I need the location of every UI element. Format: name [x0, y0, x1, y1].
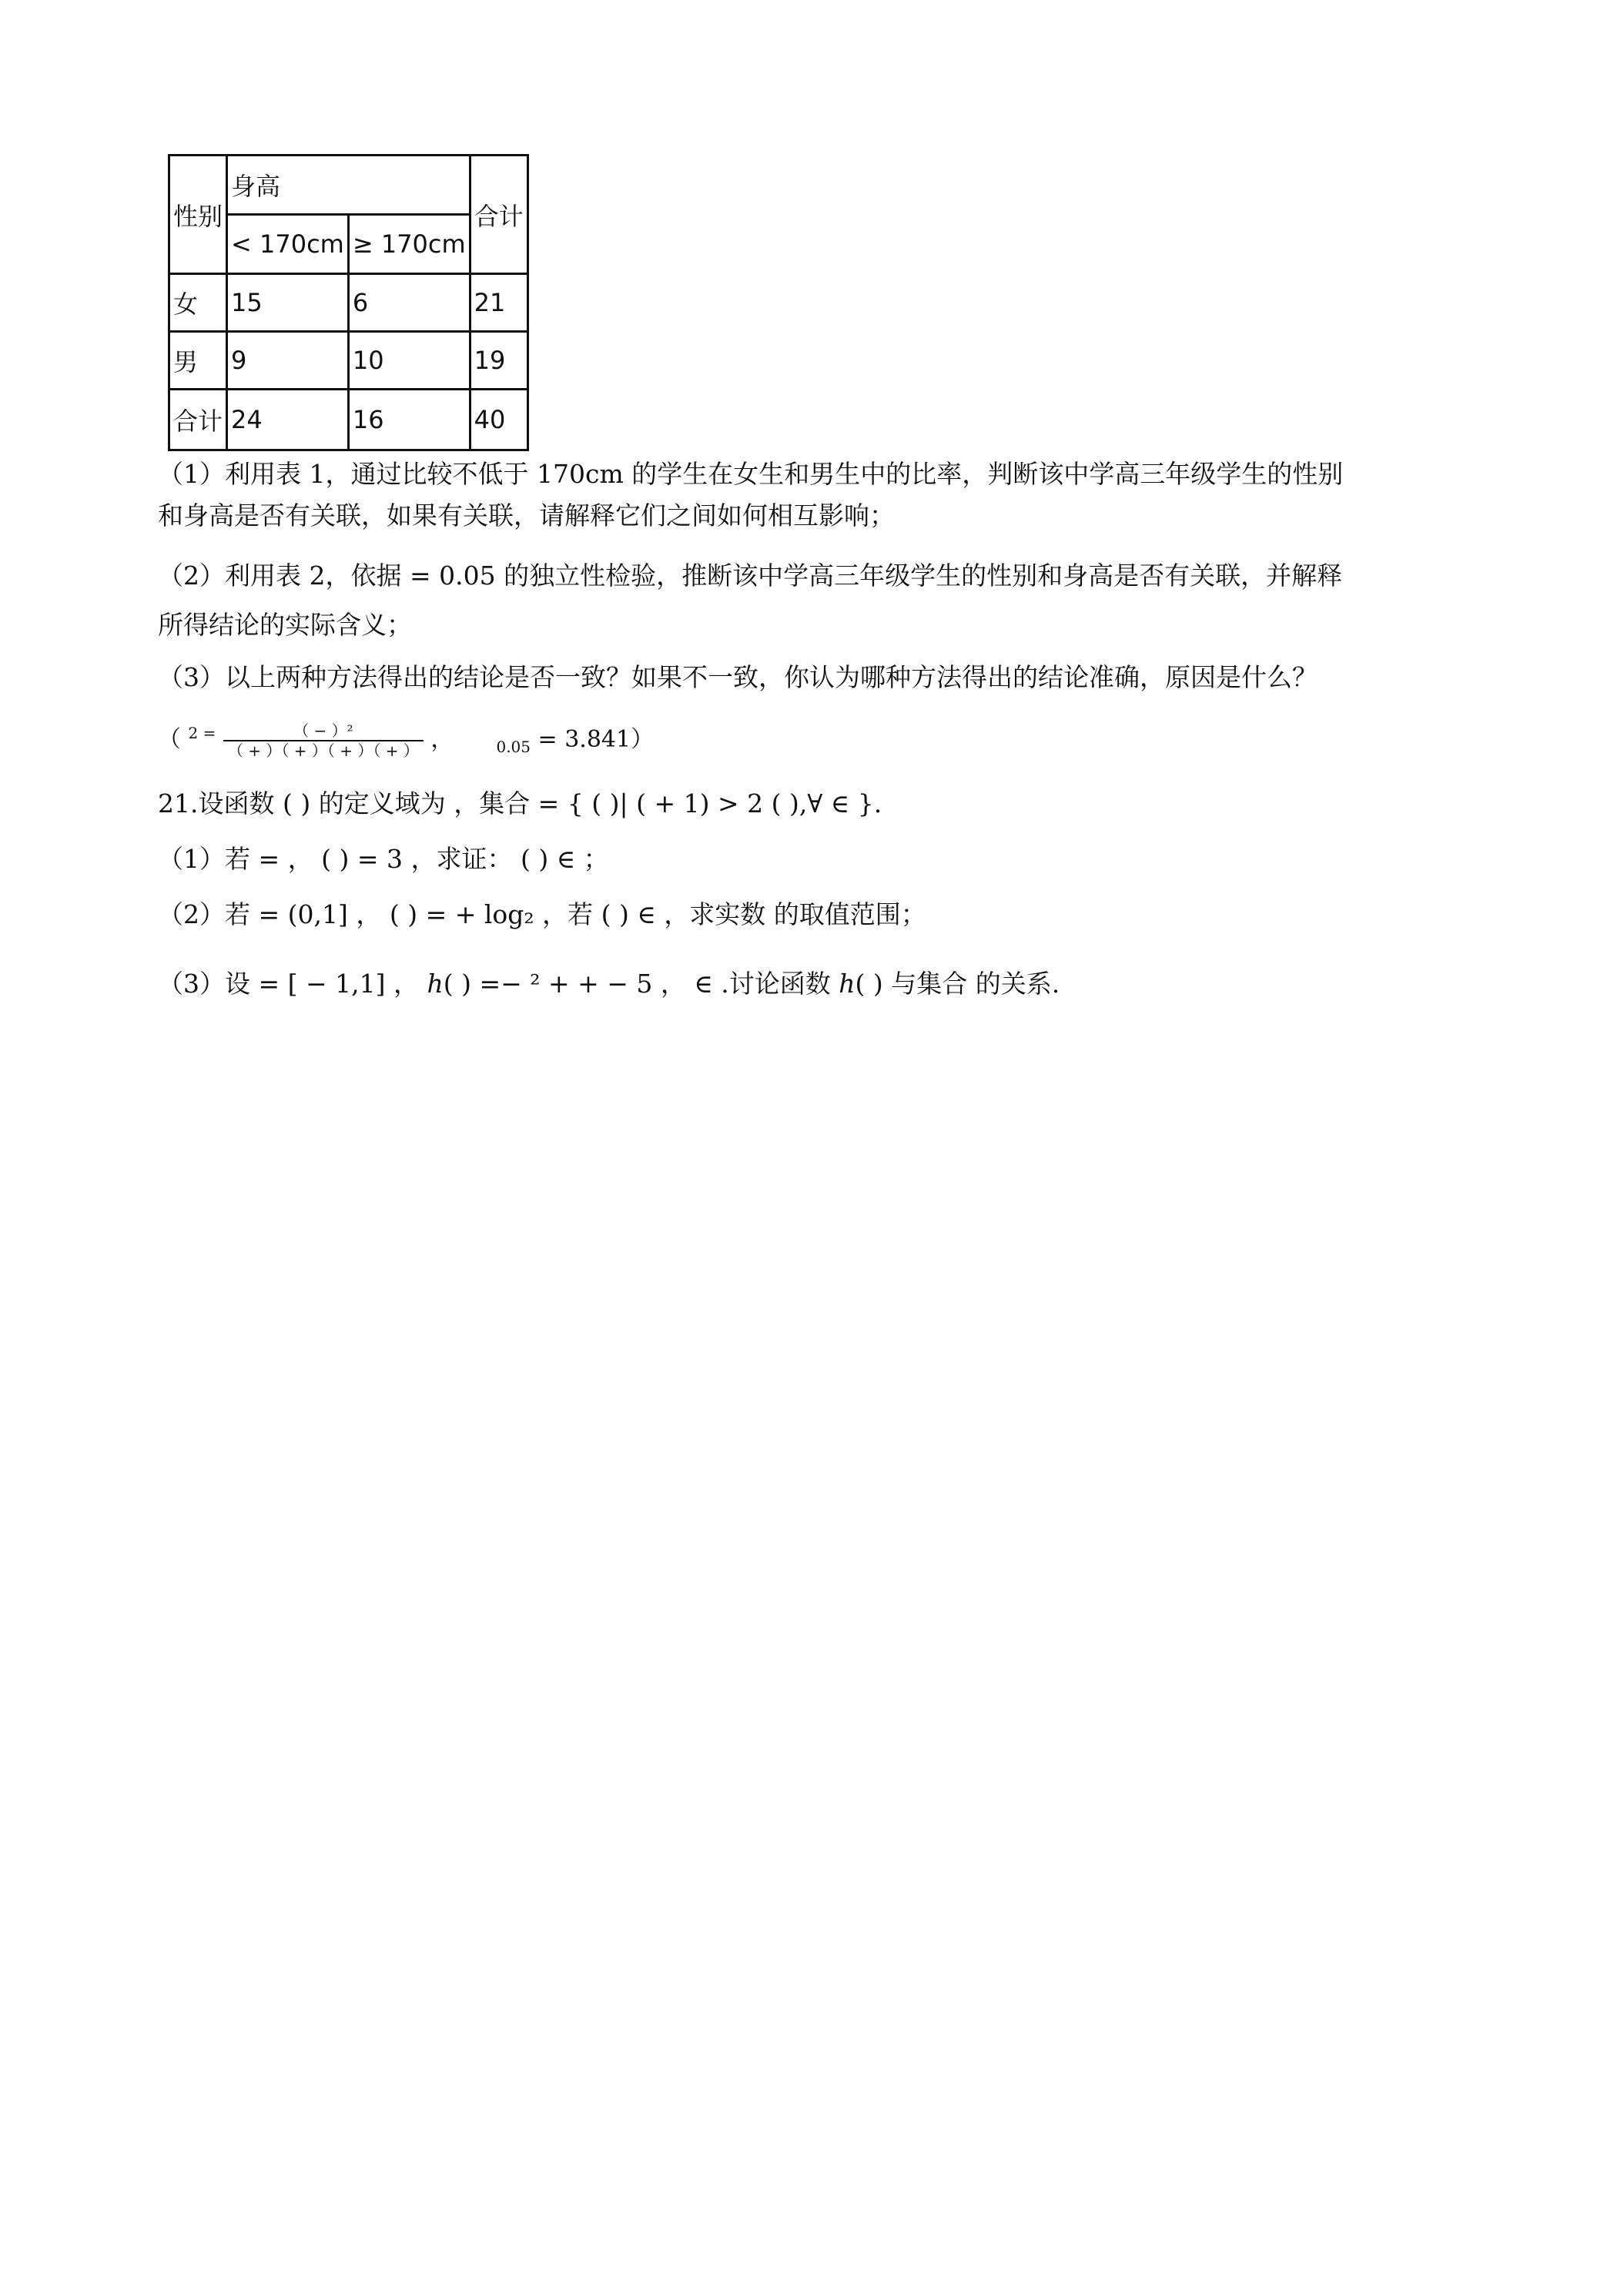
row-label-total: 合计: [169, 390, 227, 450]
cell-male-lt: 9: [227, 332, 349, 390]
gender-header-cell: 性别: [169, 156, 227, 274]
row-label-male: 男: [169, 332, 227, 390]
q20-part2-line1: （2）利用表 2，依据 = 0.05 的独立性检验，推断该中学高三年级学生的性别和身高是否有关联，并解释: [158, 561, 1343, 591]
cell-female-ge: 6: [348, 274, 470, 332]
cell-total-total: 40: [470, 390, 527, 450]
gender-height-table: [168, 154, 529, 451]
height-header-cell: 身高: [227, 156, 470, 215]
formula-numerator: （ − ）²: [223, 721, 424, 741]
formula-open-paren: （: [158, 726, 181, 753]
chi-square-formula: [158, 716, 654, 764]
formula-fraction: [223, 721, 424, 760]
q20-part1-line1: （1）利用表 1，通过比较不低于 170cm 的学生在女生和男生中的比率，判断该中学高三年级学生的性别: [158, 459, 1344, 489]
cell-male-ge: 10: [348, 332, 470, 390]
q20-part2-line2: 所得结论的实际含义；: [158, 610, 412, 640]
cell-total-ge: 16: [348, 390, 470, 450]
cell-female-lt: 15: [227, 274, 349, 332]
height-ge-170-header: ≥ 170cm: [348, 215, 470, 274]
q21-part1: （1）若 = ， ( ) = 3 ，求证： ( ) ∈ ；: [158, 844, 609, 874]
formula-denominator: （ + ）（ + ）（ + ）（ + ）: [227, 741, 419, 760]
formula-alpha-subscript: 0.05: [496, 738, 531, 756]
total-header-cell: 合计: [470, 156, 527, 274]
formula-chi-square: 2 =: [188, 724, 216, 742]
q20-part3-line1: （3）以上两种方法得出的结论是否一致？如果不一致，你认为哪种方法得出的结论准确，原因是什么？: [158, 662, 1318, 692]
q21-part2: （2）若 = (0,1] ， ( ) = + log₂ ，若 ( ) ∈ ，求实数 的取值范围；: [158, 899, 926, 929]
q20-part1-line2: 和身高是否有关联，如果有关联，请解释它们之间如何相互影响；: [158, 500, 895, 530]
row-label-female: 女: [169, 274, 227, 332]
formula-critical-value: = 3.841）: [537, 726, 655, 753]
q21-part3: （3）设 = [ − 1,1] ， ℎ( ) =− ² + + − 5 ， ∈ .讨论函数 ℎ( ) 与集合 的关系.: [158, 969, 1060, 999]
cell-male-total: 19: [470, 332, 527, 390]
cell-female-total: 21: [470, 274, 527, 332]
height-lt-170-header: < 170cm: [227, 215, 349, 274]
cell-total-lt: 24: [227, 390, 349, 450]
q21-intro: 21.设函数 ( ) 的定义域为 ，集合 = { ( )| ( + 1) > 2 ( ),∀ ∈ }.: [158, 788, 882, 818]
formula-separator: ，: [430, 726, 454, 753]
